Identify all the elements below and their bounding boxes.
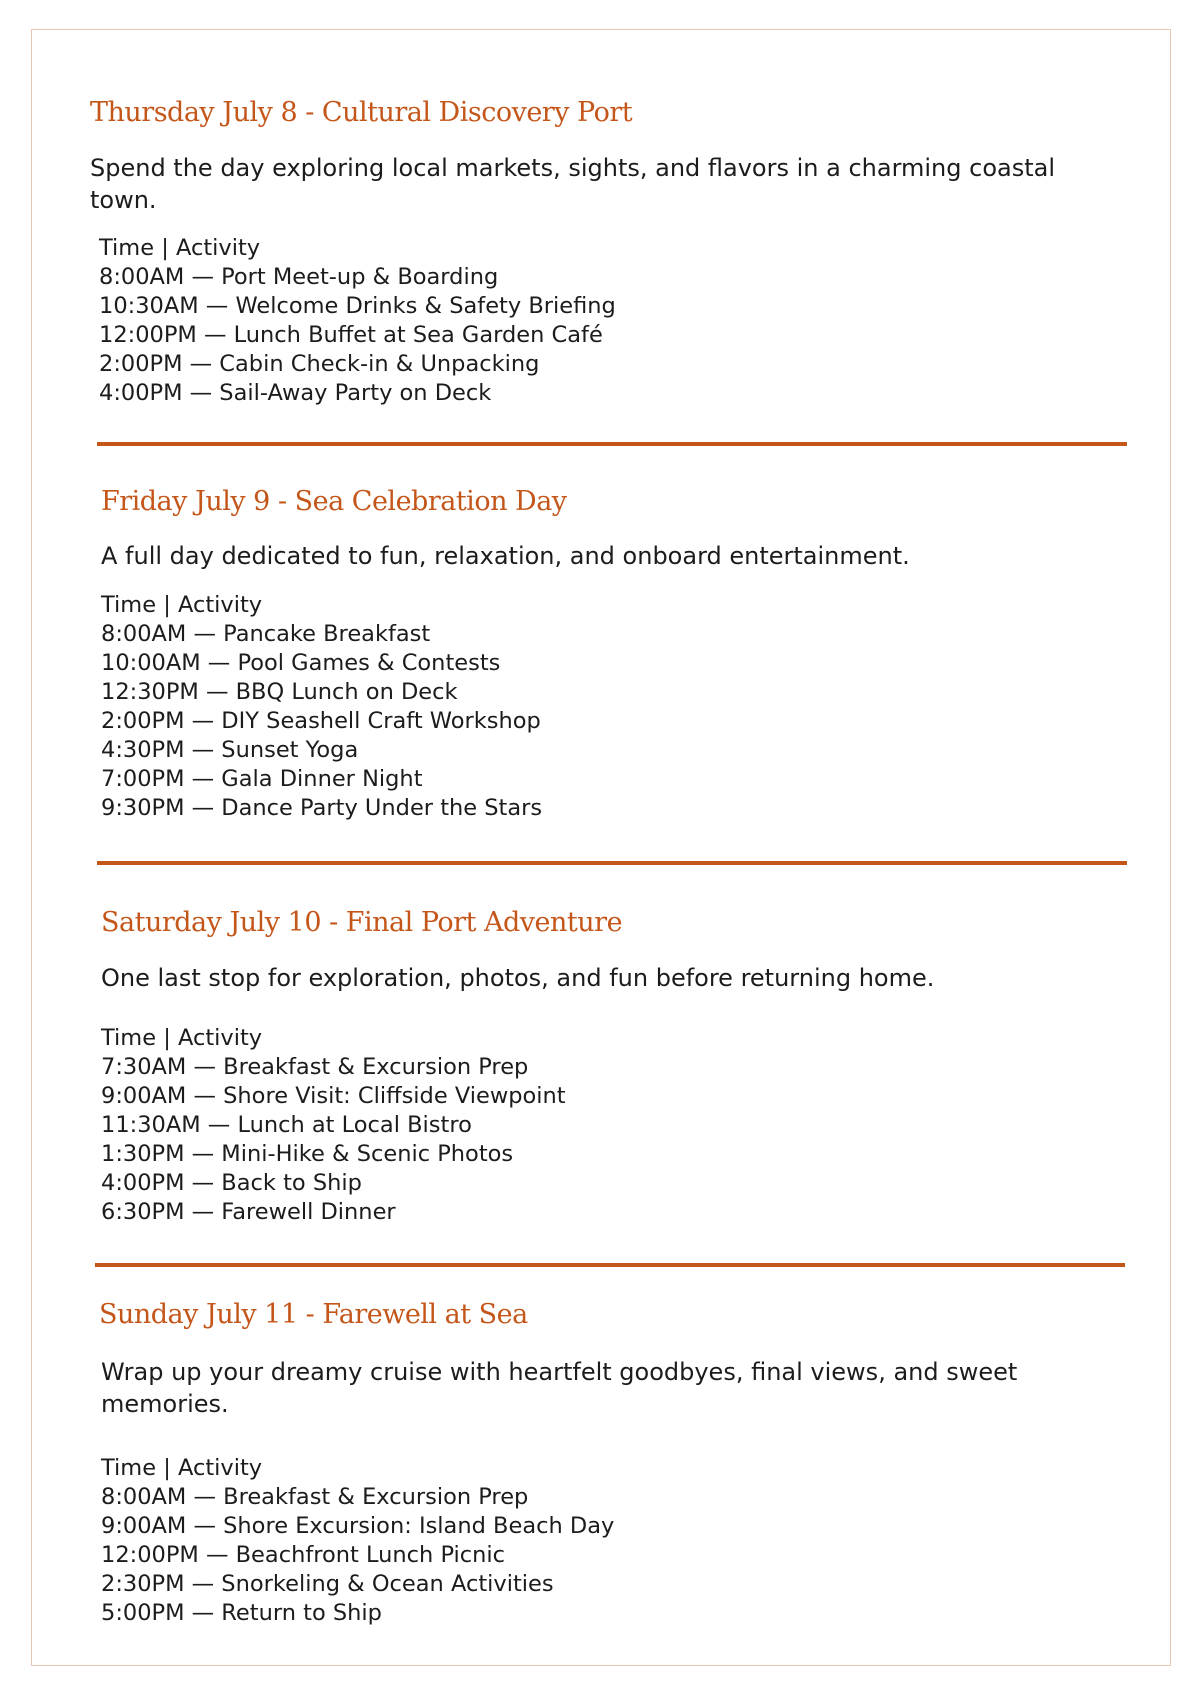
schedule-header: Time | Activity [101,1455,263,1481]
schedule-header: Time | Activity [101,1025,263,1051]
schedule-item: 10:00AM — Pool Games & Contests [101,650,501,676]
schedule-item: 7:00PM — Gala Dinner Night [101,766,423,792]
day-description: One last stop for exploration, photos, and fun before returning home. [101,964,935,992]
schedule-item: 5:00PM — Return to Ship [101,1600,382,1626]
day-heading: Sunday July 11 - Farewell at Sea [99,1299,528,1330]
day-description: Spend the day exploring local markets, sights, and flavors in a charming coastal town. [90,154,1056,214]
schedule-item: 11:30AM — Lunch at Local Bistro [101,1112,472,1138]
day-heading: Thursday July 8 - Cultural Discovery Port [90,97,633,128]
schedule-item: 8:00AM — Port Meet-up & Boarding [99,264,499,290]
schedule-item: 4:00PM — Sail-Away Party on Deck [99,380,492,406]
day-heading: Friday July 9 - Sea Celebration Day [101,486,567,517]
schedule-item: 2:30PM — Snorkeling & Ocean Activities [101,1571,554,1597]
schedule-item: 9:00AM — Shore Excursion: Island Beach Day [101,1513,615,1539]
schedule-item: 4:00PM — Back to Ship [101,1170,362,1196]
section-divider [95,1263,1125,1267]
schedule-list [101,1454,614,1628]
schedule-item: 9:00AM — Shore Visit: Cliffside Viewpoint [101,1083,566,1109]
day-heading: Saturday July 10 - Final Port Adventure [101,907,623,938]
schedule-item: 12:00PM — Lunch Buffet at Sea Garden Café [99,322,603,348]
schedule-item: 1:30PM — Mini-Hike & Scenic Photos [101,1141,514,1167]
schedule-item: 2:00PM — DIY Seashell Craft Workshop [101,708,541,734]
schedule-item: 9:30PM — Dance Party Under the Stars [101,795,543,821]
day-description: A full day dedicated to fun, relaxation, and onboard entertainment. [101,542,910,570]
schedule-item: 12:30PM — BBQ Lunch on Deck [101,679,458,705]
schedule-item: 8:00AM — Pancake Breakfast [101,621,431,647]
schedule-item: 12:00PM — Beachfront Lunch Picnic [101,1542,506,1568]
day-description: Wrap up your dreamy cruise with heartfelt goodbyes, final views, and sweet memories. [101,1358,1018,1418]
schedule-item: 2:00PM — Cabin Check-in & Unpacking [99,351,540,377]
schedule-list [101,1024,566,1227]
schedule-list [99,234,616,408]
schedule-header: Time | Activity [101,592,263,618]
section-divider [97,861,1127,865]
schedule-item: 8:00AM — Breakfast & Excursion Prep [101,1484,529,1510]
schedule-item: 7:30AM — Breakfast & Excursion Prep [101,1054,529,1080]
schedule-item: 4:30PM — Sunset Yoga [101,737,359,763]
schedule-list [101,591,542,823]
schedule-header: Time | Activity [99,235,261,261]
schedule-item: 10:30AM — Welcome Drinks & Safety Briefing [99,293,616,319]
section-divider [97,442,1127,446]
schedule-item: 6:30PM — Farewell Dinner [101,1199,396,1225]
